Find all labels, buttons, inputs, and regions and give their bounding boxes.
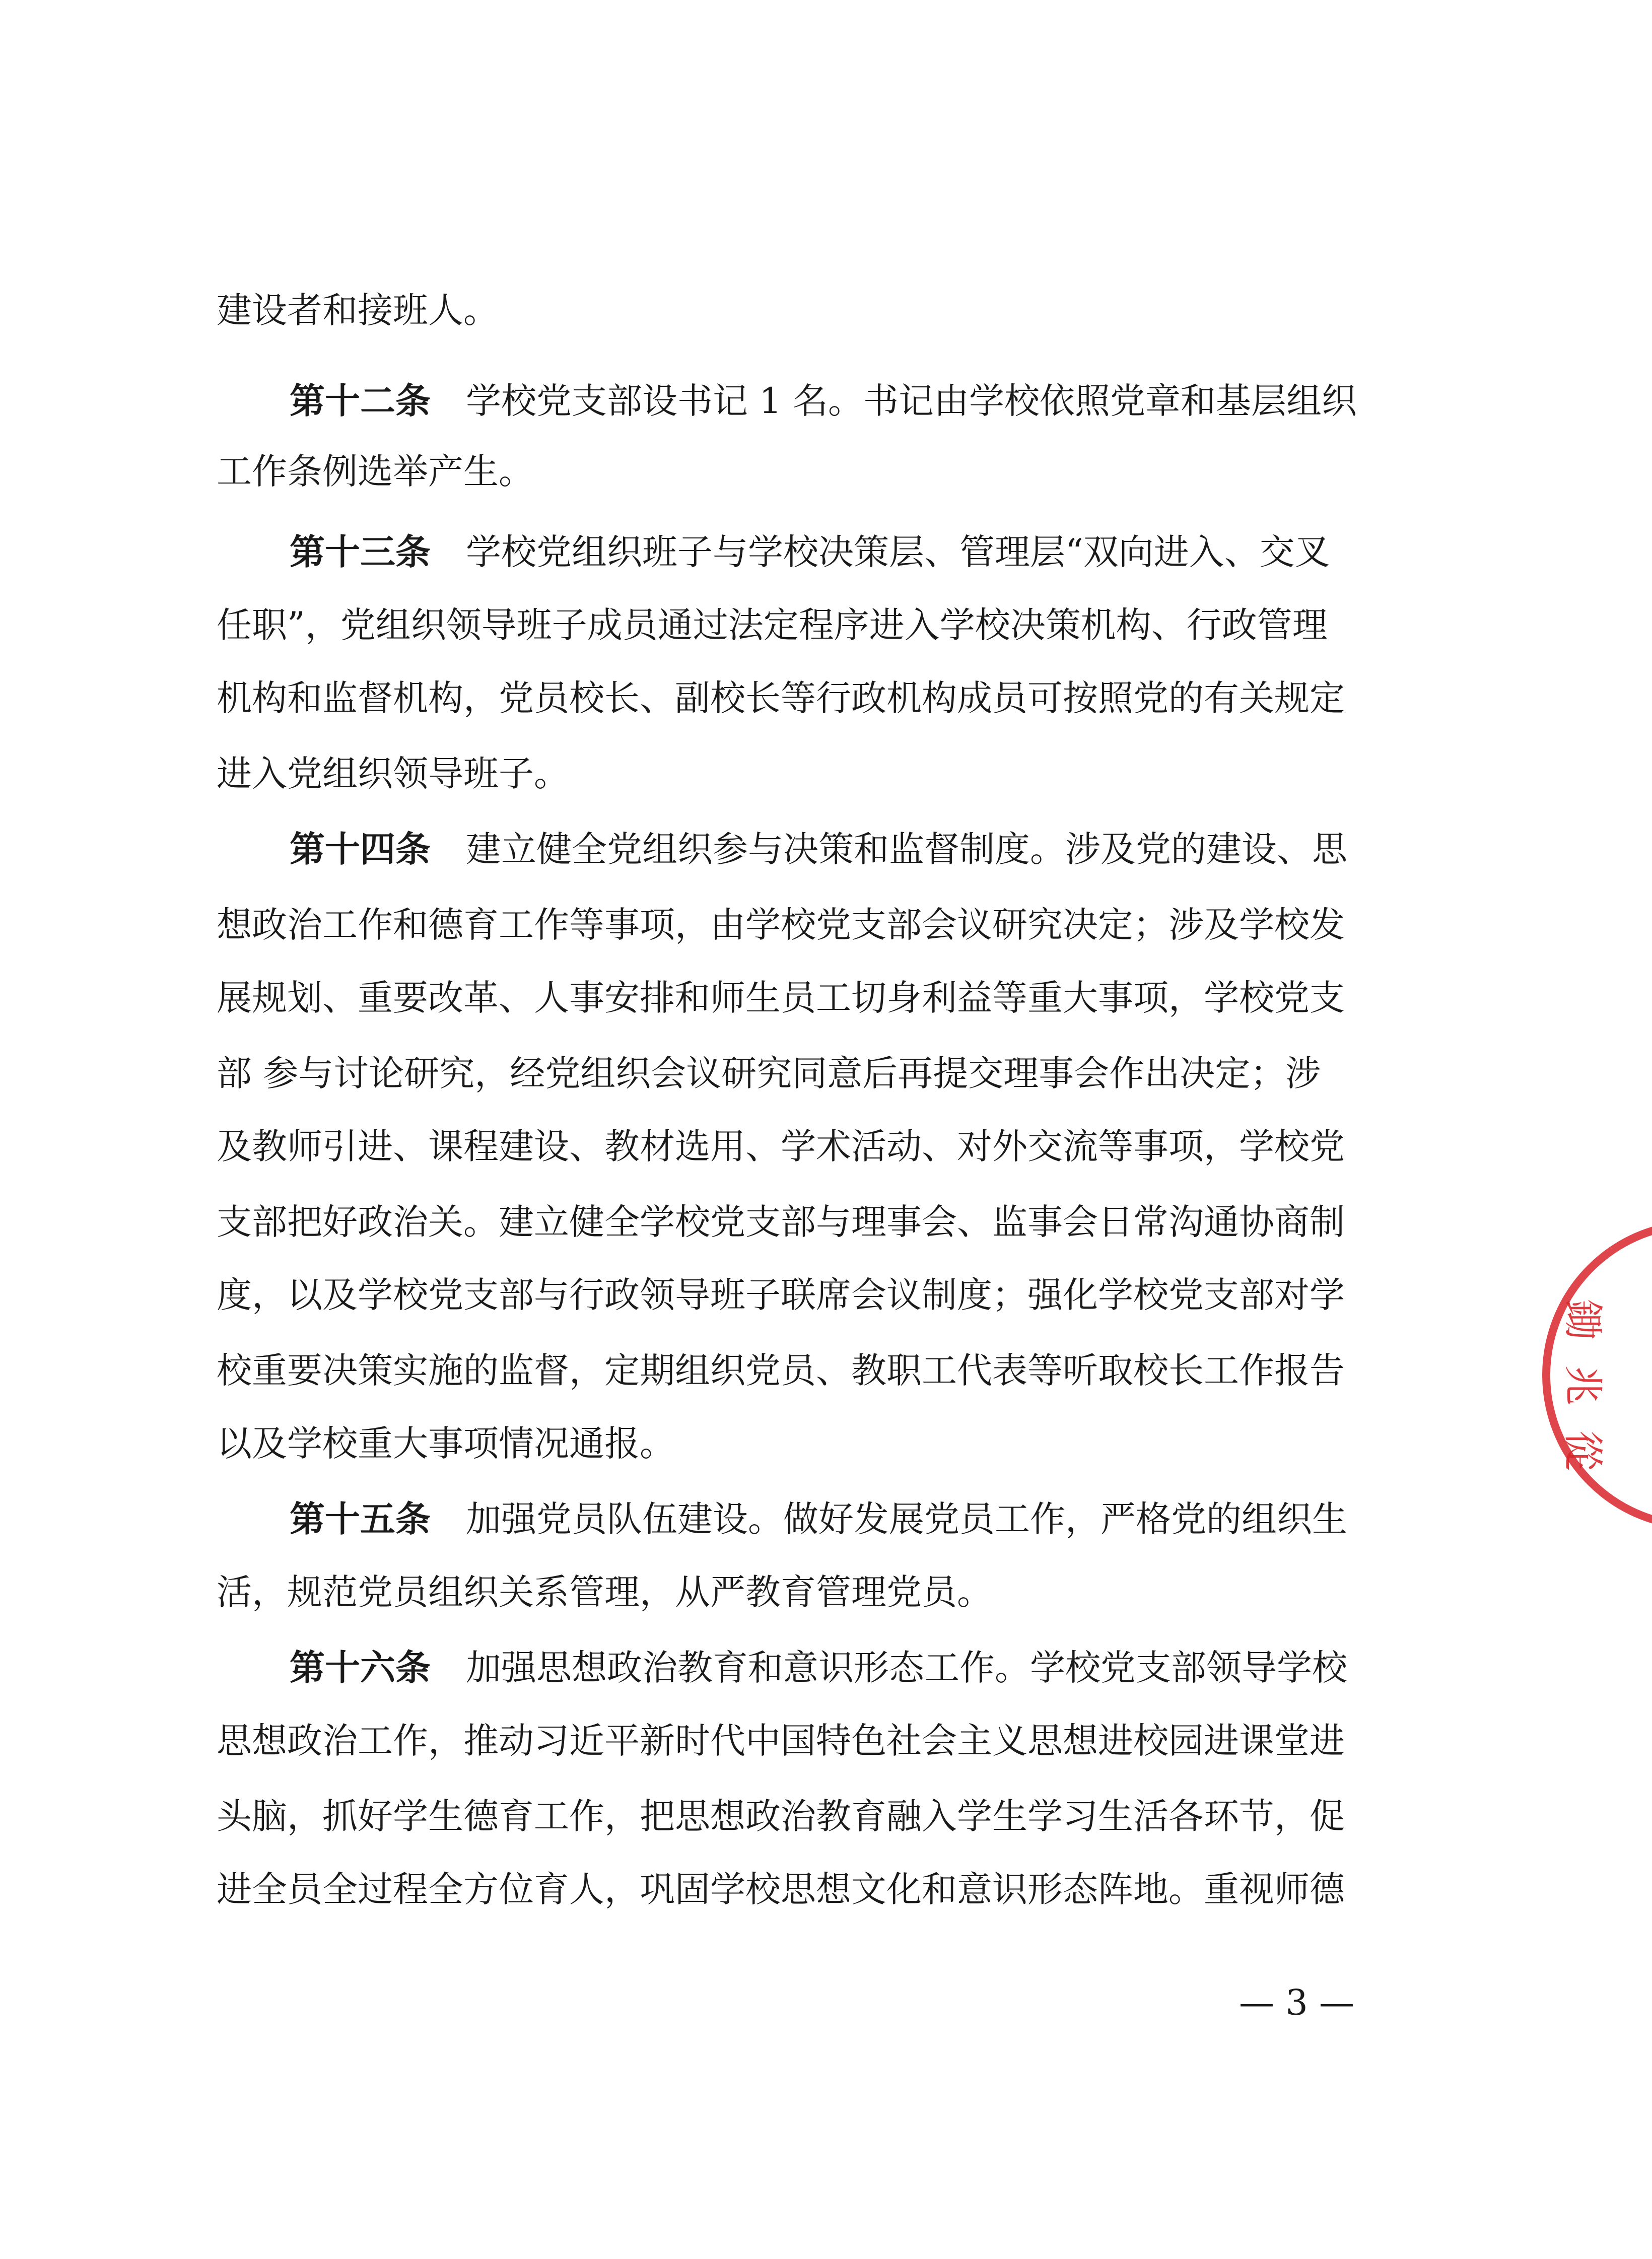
- body-text: 加强思想政治教育和意识形态工作。学校党支部领导学校: [466, 1647, 1347, 1688]
- article-13-label: 第十三条: [290, 531, 431, 573]
- svg-text:兆: 兆: [1559, 1365, 1606, 1405]
- body-line: 进全员全过程全方位育人，巩固学校思想文化和意识形态阵地。重视师德: [217, 1869, 1345, 1910]
- body-line: 部 参与讨论研究，经党组织会议研究同意后再提交理事会作出决定；涉: [217, 1053, 1321, 1094]
- body-line: 头脑，抓好学生德育工作，把思想政治教育融入学生学习生活各环节，促: [217, 1796, 1345, 1837]
- body-line: 进入党组织领导班子。: [217, 753, 569, 794]
- body-line: 度，以及学校党支部与行政领导班子联席会议制度；强化学校党支部对学: [217, 1274, 1345, 1316]
- body-text: 加强党员队伍建设。做好发展党员工作，严格党的组织生: [466, 1498, 1347, 1540]
- body-text: 学校党支部设书记 1 名。书记由学校依照党章和基层组织: [466, 380, 1357, 422]
- page-number: — 3 —: [1239, 1982, 1355, 2023]
- official-seal-fragment: [1531, 1244, 1652, 1506]
- article-16-line: [290, 1645, 1395, 1691]
- body-line: 校重要决策实施的监督，定期组织党员、教职工代表等听取校长工作报告: [217, 1350, 1345, 1391]
- article-12-label: 第十二条: [290, 380, 431, 422]
- body-line: 想政治工作和德育工作等事项，由学校党支部会议研究决定；涉及学校发: [217, 904, 1345, 945]
- body-line: 思想政治工作，推动习近平新时代中国特色社会主义思想进校园进课堂进: [217, 1720, 1345, 1761]
- article-16-label: 第十六条: [290, 1647, 431, 1688]
- svg-text:鋤: 鋤: [1559, 1299, 1606, 1340]
- article-14-label: 第十四条: [290, 828, 431, 870]
- article-12-line: [290, 378, 1395, 424]
- body-line: 展规划、重要改革、人事安排和师生员工切身利益等重大事项，学校党支: [217, 977, 1345, 1018]
- body-text: 学校党组织班子与学校决策层、管理层“双向进入、交叉: [466, 531, 1330, 573]
- article-14-line: [290, 826, 1395, 872]
- svg-text:從: 從: [1559, 1430, 1606, 1471]
- article-15-label: 第十五条: [290, 1498, 431, 1540]
- article-13-line: [290, 529, 1395, 575]
- body-line: 机构和监督机构，党员校长、副校长等行政机构成员可按照党的有关规定: [217, 677, 1345, 719]
- body-text: 建立健全党组织参与决策和监督制度。涉及党的建设、思: [466, 829, 1347, 870]
- body-line: 活，规范党员组织关系管理，从严教育管理党员。: [217, 1571, 992, 1613]
- body-line: 任职”，党组织领导班子成员通过法定程序进入学校决策机构、行政管理: [217, 604, 1328, 646]
- body-line: 建设者和接班人。: [217, 290, 499, 331]
- body-line: 工作条例选举产生。: [217, 451, 534, 492]
- body-line: 以及学校重大事项情况通报。: [217, 1423, 675, 1464]
- body-line: 及教师引进、课程建设、教材选用、学术活动、对外交流等事项，学校党: [217, 1126, 1345, 1167]
- article-15-line: [290, 1496, 1395, 1542]
- body-line: 支部把好政治关。建立健全学校党支部与理事会、监事会日常沟通协商制: [217, 1201, 1345, 1243]
